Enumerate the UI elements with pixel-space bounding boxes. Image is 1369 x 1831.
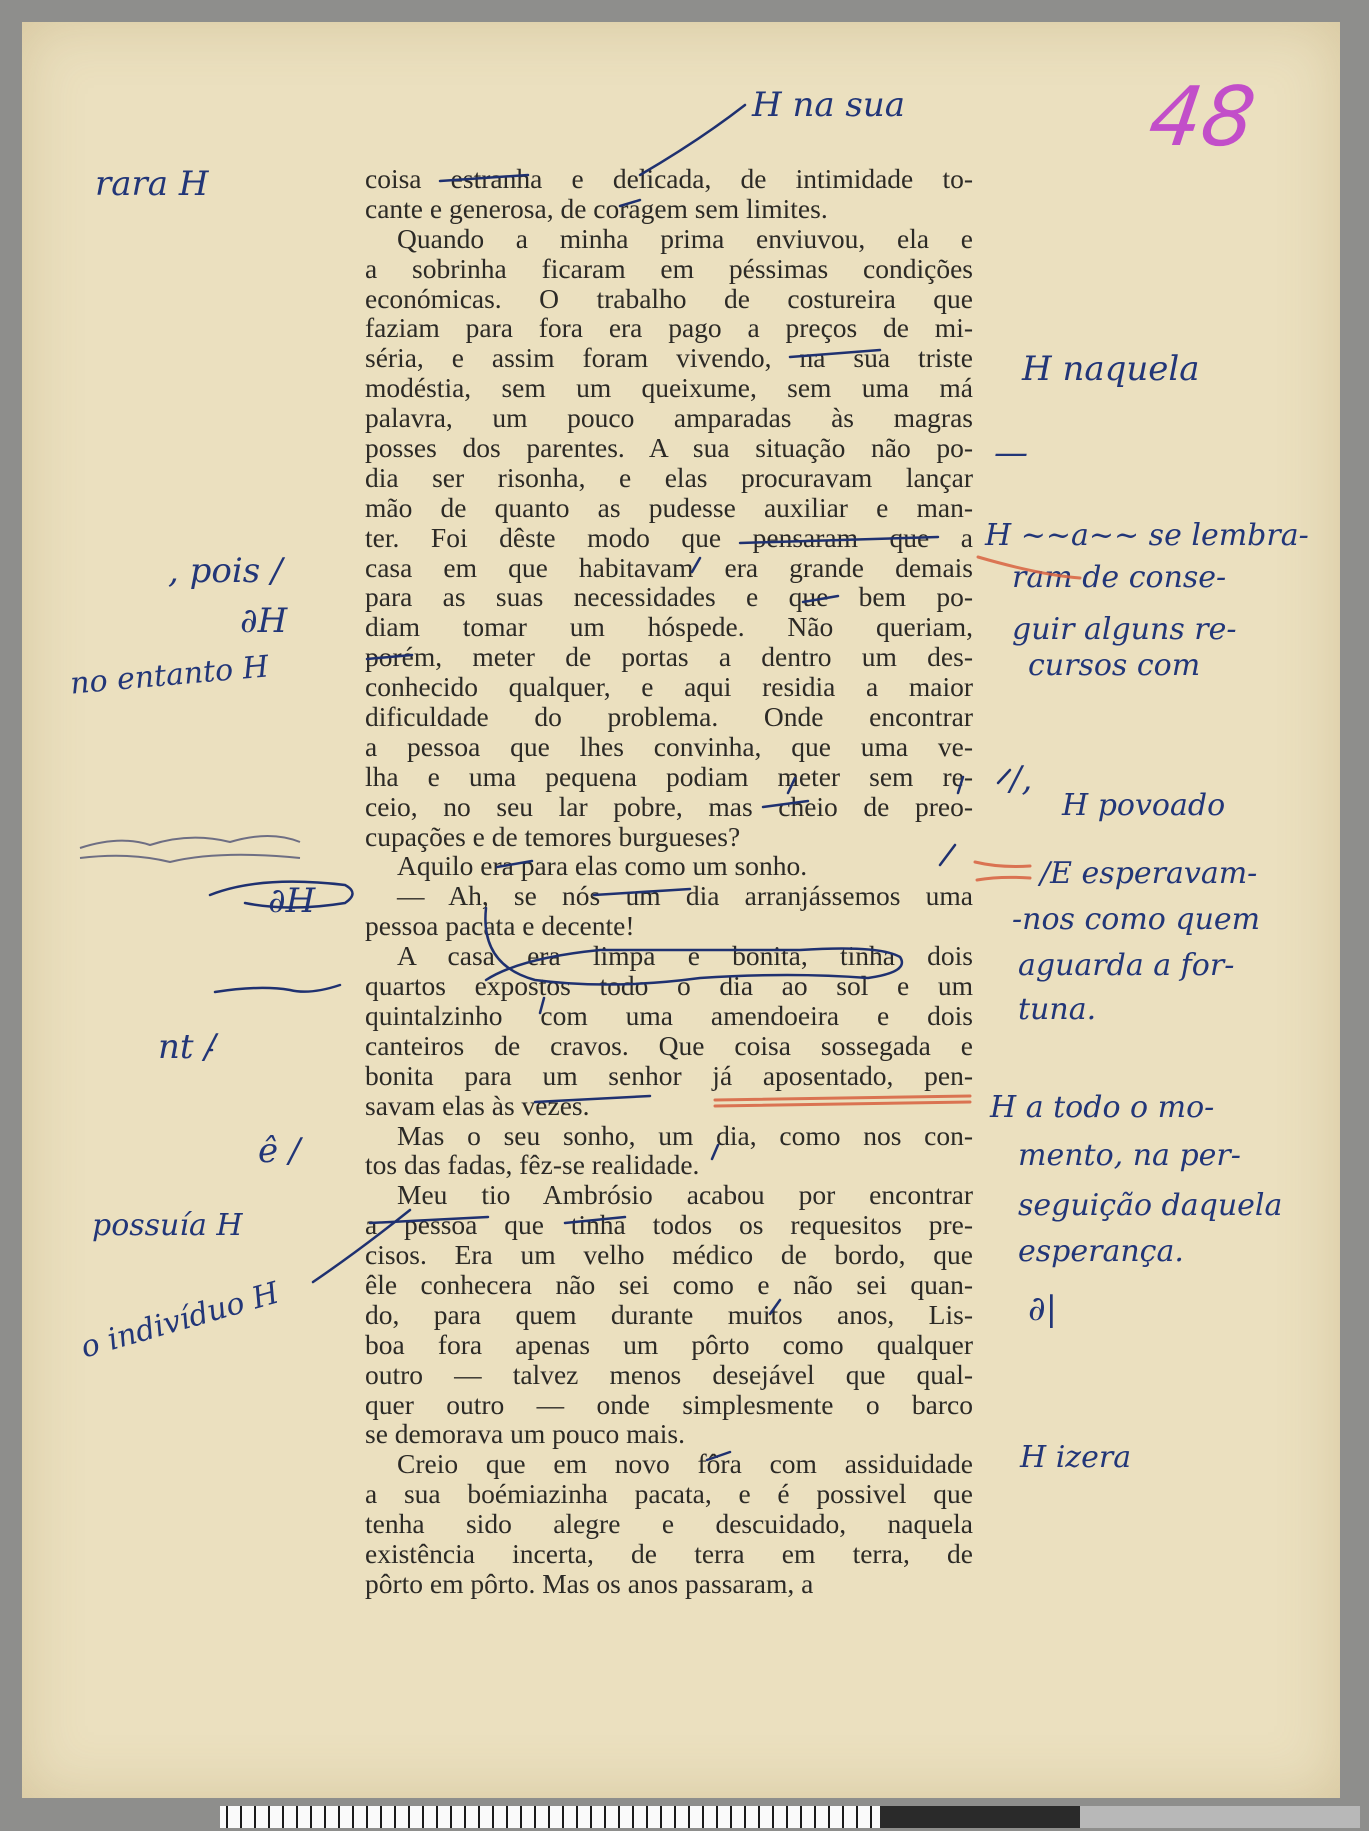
text-line: existência incerta, de terra em terra, de [365,1537,973,1569]
printed-text-block [365,164,973,1599]
text-line: boa fora apenas um pôrto como qualquer [365,1328,973,1360]
text-line: canteiros de cravos. Que coisa sossegada e [365,1029,973,1061]
margin-note-nt: nt / [158,1027,216,1067]
margin-note-na-sua: H na sua [752,85,906,125]
margin-note-aguarda: aguarda a for- [1018,948,1235,983]
margin-note-ram-de: ram de conse- [1012,560,1227,595]
margin-note-e-esperavam: /E esperavam- [1040,856,1258,891]
text-line: pessoa pacata e decente! [365,910,635,942]
text-line: se demorava um pouco mais. [365,1418,685,1450]
text-line: coisa estranha e delicada, de intimidade to- [365,163,973,194]
text-line: posses dos parentes. A sua situação não po- [365,432,973,464]
text-line: porém, meter de portas a dentro um des- [365,641,973,673]
margin-note-nos-como: -nos como quem [1012,902,1261,937]
text-line: quartos expostos todo o dia ao sol e um [365,970,973,1002]
margin-note-e-circumflex: ê / [258,1131,301,1171]
text-line: mão de quanto as pudesse auxiliar e man- [365,491,973,523]
text-line: diam tomar um hóspede. Não queriam, [365,611,973,643]
margin-note-rara: rara H [95,164,209,204]
margin-note-naquela: H naquela [1022,349,1200,389]
margin-note-delete-h: ∂H [240,601,288,641]
text-line: A casa era limpa e bonita, tinha dois [397,940,973,972]
text-line: quintalzinho com uma amendoeira e dois [365,999,973,1031]
text-line: cisos. Era um velho médico de bordo, que [365,1239,973,1271]
text-line: séria, e assim foram vivendo, na sua triste [365,342,973,374]
text-line: Meu tio Ambrósio acabou por encontrar [397,1179,973,1211]
text-line: Quando a minha prima enviuvou, ela e [397,222,973,254]
text-line: lha e uma pequena podiam meter sem re- [365,760,973,792]
text-line: Creio que em novo fôra com assiduidade [397,1448,973,1480]
text-line: casa em que habitavam era grande demais [365,551,973,583]
margin-note-tuna: tuna. [1018,992,1097,1027]
text-line: Mas o seu sonho, um dia, como nos con- [397,1119,973,1151]
text-line: — Ah, se nós um dia arranjássemos uma [397,880,973,912]
text-line: êle conhecera não sei como e não sei quan- [365,1268,973,1300]
margin-note-guir: guir alguns re- [1012,612,1237,647]
margin-note-possuia: possuía H [92,1208,243,1243]
text-line: quer outro — onde simplesmente o barco [365,1388,973,1420]
text-line: palavra, um pouco amparadas às magras [365,402,973,434]
text-line: bonita para um senhor já aposentado, pen- [365,1059,973,1091]
text-line: tos das fadas, fêz-se realidade. [365,1149,700,1181]
margin-note-dash: — [994,433,1028,473]
margin-note-individuo: o indivíduo H [76,1275,283,1366]
margin-note-slash-comma: /, [1010,759,1033,799]
text-line: dia ser risonha, e elas procuravam lançar [365,461,973,493]
margin-note-pois: , pois / [168,551,283,591]
margin-note-no-entanto: no entanto H [68,649,271,702]
text-line: cante e generosa, de coragem sem limites. [365,192,828,224]
text-line: Aquilo era para elas como um sonho. [397,850,808,882]
text-line: outro — talvez menos desejável que qual- [365,1358,973,1390]
text-line: ceio, no seu lar pobre, mas cheio de preo- [365,790,973,822]
text-line: savam elas às vezes. [365,1089,590,1121]
text-line: a pessoa que lhes convinha, que uma ve- [365,730,973,762]
margin-note-izera: H izera [1020,1440,1132,1475]
margin-note-esperanca: esperança. [1018,1234,1184,1269]
margin-note-seguicao: seguição daquela [1018,1188,1283,1223]
margin-note-delete-h-2: ∂H [268,881,316,921]
text-line: conhecido qualquer, e aqui residia a maior [365,671,973,703]
margin-note-se-lembraram: H ~~a~~ se lembra- [985,518,1309,553]
color-scale-bar [220,1806,1360,1828]
text-line: pôrto em pôrto. Mas os anos passaram, a [365,1567,814,1599]
margin-note-delete-3: ∂| [1028,1289,1058,1329]
margin-note-a-todo: H a todo o mo- [990,1090,1215,1125]
margin-note-mento: mento, na per- [1018,1138,1241,1173]
text-line: para as suas necessidades e que bem po- [365,581,973,613]
margin-note-povoado: H povoado [1062,788,1226,823]
text-line: cupações e de temores burgueses? [365,820,741,852]
text-line: ter. Foi dêste modo que pensaram que a [365,521,973,553]
page-number: 48 [1143,70,1262,165]
text-line: a sua boémiazinha pacata, e é possivel que [365,1478,973,1510]
text-line: dificuldade do problema. Onde encontrar [365,701,973,733]
margin-note-cursos: cursos com [1028,648,1201,683]
text-line: faziam para fora era pago a preços de mi- [365,312,973,344]
text-line: modéstia, sem um queixume, sem uma má [365,372,973,404]
text-line: do, para quem durante muitos anos, Lis- [365,1298,973,1330]
text-line: a pessoa que tinha todos os requesitos pre- [365,1209,973,1241]
text-line: económicas. O trabalho de costureira que [365,282,973,314]
text-line: a sobrinha ficaram em péssimas condições [365,252,973,284]
text-line: tenha sido alegre e descuidado, naquela [365,1508,973,1540]
